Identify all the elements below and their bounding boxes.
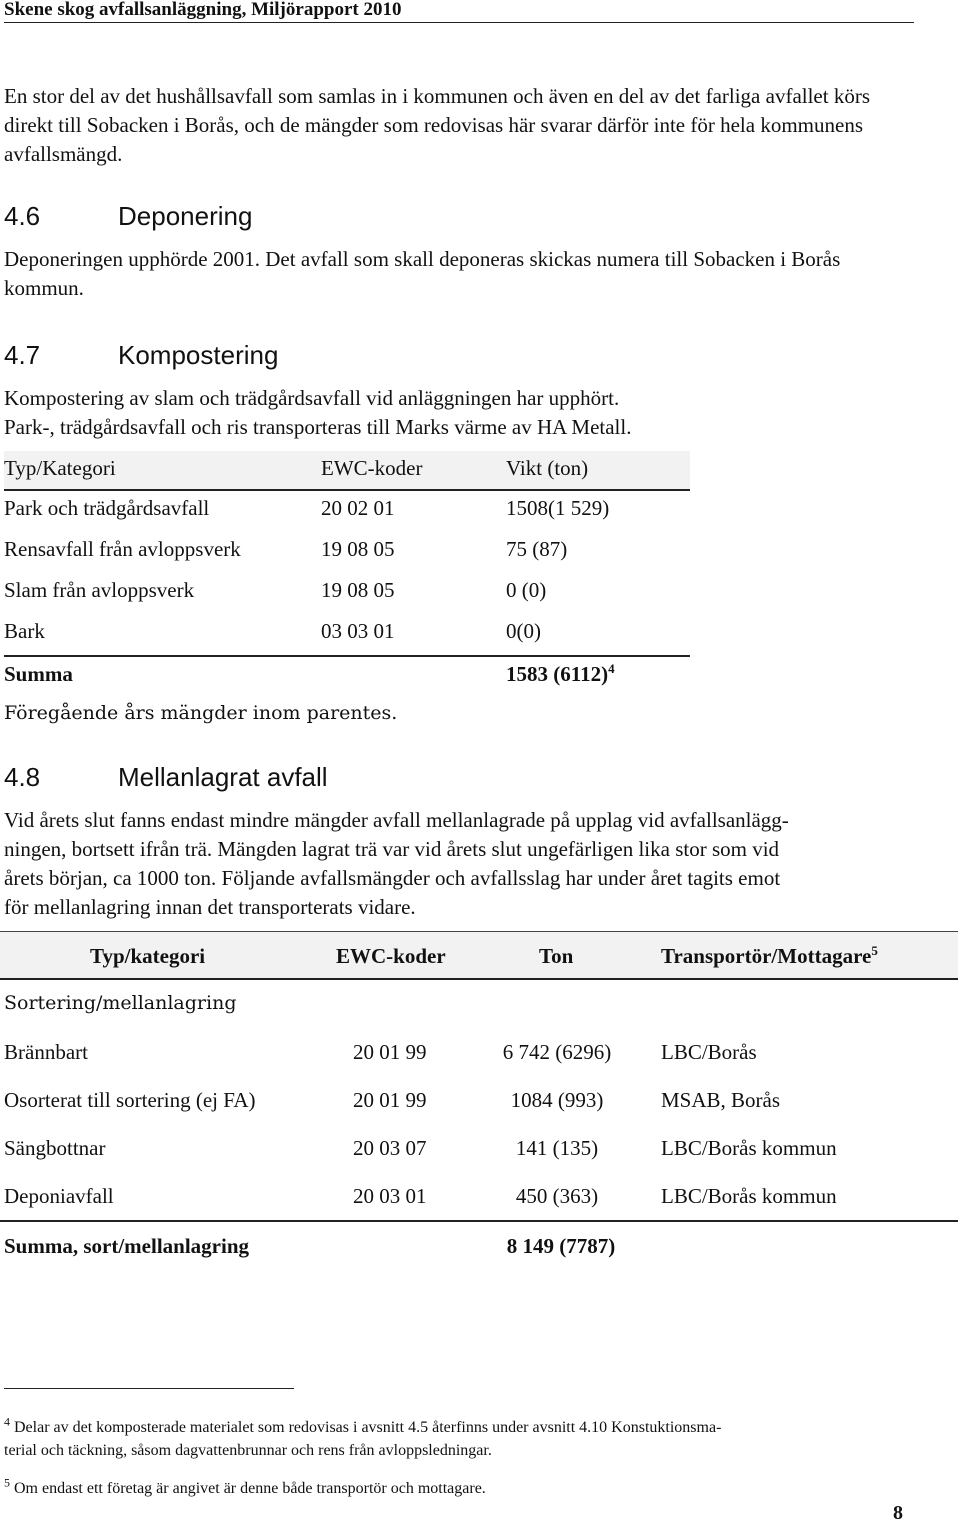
- column-header: Ton: [539, 944, 574, 968]
- table-group-row: [0, 980, 958, 1028]
- section-4-6-text: Deponeringen upphörde 2001. Det avfall som skall deponeras skickas numera till Sobacken i Borås kommun.: [4, 247, 841, 300]
- section-title: Mellanlagrat avfall: [118, 762, 328, 792]
- sum-amount: 1583 (6112): [506, 662, 609, 686]
- table-cell: 20 01 99: [353, 1040, 427, 1064]
- section-heading-4-6: [4, 201, 252, 231]
- table-note-row: [4, 697, 690, 738]
- section-4-8-text-line-4: för mellanlagring innan det transporterats vidare.: [4, 895, 416, 919]
- table-cell: 1508(1 529): [506, 496, 610, 520]
- table-cell: 141 (135): [515, 1136, 599, 1160]
- table-cell: 20 02 01: [321, 496, 395, 520]
- compost-table: [4, 451, 690, 738]
- section-heading-4-8: [4, 762, 328, 792]
- table-cell: 450 (363): [515, 1184, 599, 1208]
- column-header: Typ/Kategori: [4, 456, 116, 480]
- table-cell: Bark: [4, 619, 45, 643]
- table-cell: LBC/Borås kommun: [661, 1136, 837, 1160]
- table-cell: Sängbottnar: [4, 1136, 106, 1160]
- section-4-8-text-line-3: årets början, ca 1000 ton. Följande avfallsmängder och avfallsslag har under året tagits emot: [4, 866, 781, 890]
- table-cell: 0 (0): [506, 578, 547, 602]
- page-number: 8: [893, 1502, 903, 1524]
- footnote-separator: [4, 1388, 294, 1389]
- footnote-number: 5: [4, 1475, 10, 1490]
- table-cell: Osorterat till sortering (ej FA): [4, 1088, 256, 1112]
- table-row: [0, 1124, 958, 1172]
- column-header: EWC-koder: [321, 456, 423, 480]
- section-heading-4-7: [4, 340, 278, 370]
- table-sum-row: [4, 655, 690, 697]
- section-number: 4.8: [4, 762, 41, 792]
- table-sum-row: [0, 1220, 958, 1270]
- section-number: 4.7: [4, 340, 41, 370]
- table-row: [4, 573, 690, 614]
- sum-value: [506, 662, 615, 687]
- table-cell: 19 08 05: [321, 537, 395, 561]
- section-4-8-text-line-1: Vid årets slut fanns endast mindre mängder avfall mellanlagrade på upplag vid avfallsanlägg-: [4, 808, 789, 832]
- footnote-4: [4, 1416, 909, 1462]
- table-cell: Deponiavfall: [4, 1184, 114, 1208]
- table-cell: Park och trädgårdsavfall: [4, 496, 210, 520]
- table-row: [4, 614, 690, 655]
- table-header-row: [0, 931, 958, 980]
- footnote-text-line-1: Delar av det komposterade materialet som redovisas i avsnitt 4.5 återfinns under avsnitt 4.10 Konstuktionsma-: [14, 1419, 722, 1436]
- table-note: Föregående års mängder inom parentes.: [4, 702, 398, 724]
- footnote-ref: 4: [608, 661, 615, 676]
- running-title: Skene skog avfallsanläggning, Miljörapport 2010: [4, 0, 402, 20]
- intro-paragraph: En stor del av det hushållsavfall som samlas in i kommunen och även en del av det farliga avfallet körs direkt till Sobacken i Borås, och de mängder som redovisas här svarar därför inte för hela kommunens avfallsmängd.: [4, 84, 871, 166]
- table-cell: Brännbart: [4, 1040, 88, 1064]
- table-cell: 20 03 07: [353, 1136, 427, 1160]
- section-4-8-text-line-2: ningen, bortsett ifrån trä. Mängden lagrat trä var vid årets slut ungefärligen lika stor som vid: [4, 837, 780, 861]
- table-cell: 1084 (993): [510, 1088, 604, 1112]
- column-header: Vikt (ton): [506, 456, 589, 480]
- table-cell: LBC/Borås: [661, 1040, 757, 1064]
- table-cell: 0(0): [506, 619, 541, 643]
- table-cell: Slam från avloppsverk: [4, 578, 195, 602]
- table-cell: MSAB, Borås: [661, 1088, 781, 1112]
- table-cell: LBC/Borås kommun: [661, 1184, 837, 1208]
- footnote-text-line-2: terial och täckning, såsom dagvattenbrunnar och rens från avloppsledningar.: [4, 1442, 492, 1459]
- table-row: [0, 1076, 958, 1124]
- column-header: Typ/kategori: [90, 944, 206, 968]
- section-title: Deponering: [118, 201, 253, 231]
- column-header-text: Transportör/Mottagare: [661, 944, 872, 968]
- table-row: [0, 1172, 958, 1220]
- footnote-number: 4: [4, 1414, 10, 1429]
- sum-value: 8 149 (7787): [506, 1234, 616, 1258]
- section-4-7-text-line-2: Park-, trädgårdsavfall och ris transporteras till Marks värme av HA Metall.: [4, 415, 632, 439]
- table-cell: 19 08 05: [321, 578, 395, 602]
- column-header: [661, 944, 878, 969]
- section-number: 4.6: [4, 201, 41, 231]
- table-cell: 6 742 (6296): [502, 1040, 612, 1064]
- running-header: [4, 0, 914, 23]
- storage-table: [0, 931, 958, 1270]
- table-row: [0, 1028, 958, 1076]
- table-cell: 75 (87): [506, 537, 568, 561]
- footnote-ref: 5: [871, 943, 878, 958]
- sum-label: Summa: [4, 662, 73, 686]
- section-4-7-text-line-1: Kompostering av slam och trädgårdsavfall vid anläggningen har upphört.: [4, 386, 620, 410]
- group-label: Sortering/mellanlagring: [4, 992, 237, 1014]
- table-row: [4, 491, 690, 532]
- footnote-5: [4, 1477, 909, 1500]
- table-cell: Rensavfall från avloppsverk: [4, 537, 241, 561]
- table-cell: 03 03 01: [321, 619, 395, 643]
- sum-label: Summa, sort/mellanlagring: [4, 1234, 249, 1258]
- table-cell: 20 01 99: [353, 1088, 427, 1112]
- table-cell: 20 03 01: [353, 1184, 427, 1208]
- table-row: [4, 532, 690, 573]
- section-title: Kompostering: [118, 340, 279, 370]
- column-header: EWC-koder: [336, 944, 446, 968]
- table-header-row: [4, 451, 690, 491]
- footnote-text: Om endast ett företag är angivet är denne både transportör och mottagare.: [14, 1480, 486, 1497]
